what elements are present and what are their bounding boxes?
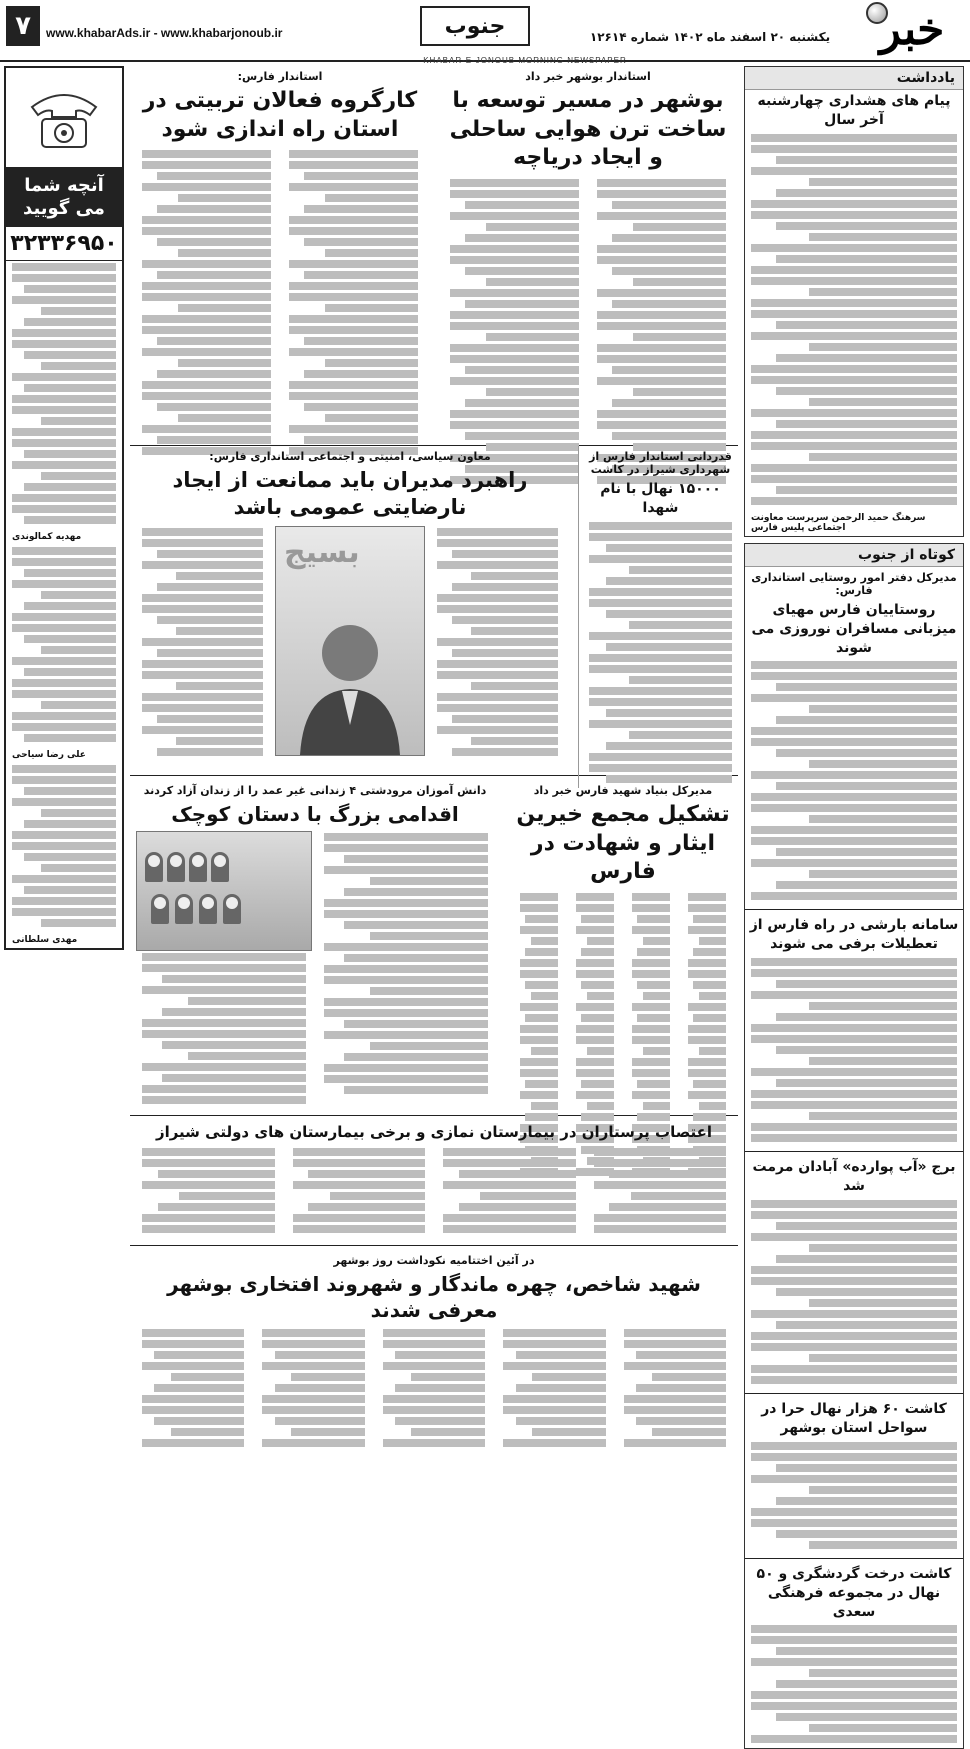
article-body [136, 1146, 281, 1238]
portrait-photo [275, 526, 425, 756]
divider [745, 909, 963, 910]
editorial-note-body [745, 132, 963, 510]
readers-say-title: آنچه شما می گویید [6, 168, 122, 227]
article-body [591, 177, 732, 489]
article-body [136, 526, 269, 761]
short-news-headline: سامانه بارشی در راه فارس از تعطیلات برفی می شوند [749, 917, 959, 953]
article-body [377, 1327, 491, 1452]
article-kicker: دانش آموزان مرودشتی ۴ زندانی غیر عمد را از زندان آزاد کردند [143, 784, 487, 797]
short-news-headline: برج «آب پوارده» آبادان مرمت شد [752, 1159, 956, 1195]
article-body [588, 1146, 733, 1238]
top-row [130, 66, 738, 446]
section-name: جنوب [420, 6, 530, 46]
readers-say-box [4, 66, 124, 950]
article-kicker: معاون سیاسی، امنیتی و اجتماعی استانداری فارس: [209, 450, 491, 463]
article-bushehr [438, 66, 738, 491]
article-body [256, 1327, 370, 1452]
reader-comments [6, 763, 122, 932]
tagline: KHABAR-E-JONOUB MORNING NEWSPAPER [423, 56, 627, 65]
editorial-note-title: یادداشت [745, 67, 963, 90]
article-headline: راهبرد مدیران باید ممانعت از ایجاد نارضایتی عمومی باشد [172, 468, 528, 520]
article-body [431, 526, 564, 761]
article-headline: بوشهر در مسیر توسعه با ساخت ترن هوایی ساحلی و ایجاد دریاچه [449, 88, 727, 171]
reader-signature: مهدیه کمالوندی [12, 531, 82, 542]
article-body [136, 1327, 250, 1452]
short-news-box [744, 543, 964, 1749]
site-urls[interactable]: www.khabarAds.ir - www.khabarjonoub.ir [46, 26, 283, 40]
article-body [287, 1146, 432, 1238]
phone-number[interactable]: ۳۲۳۳۶۹۵۰ [6, 227, 122, 261]
person-icon [290, 605, 410, 755]
students-photo [136, 831, 312, 951]
article-kicker: مدیرکل بنیاد شهید فارس خبر داد [533, 784, 713, 797]
short-news-title: کوتاه از جنوب [745, 544, 963, 567]
masthead [0, 0, 970, 65]
newspaper-logo: خبر [879, 3, 945, 55]
short-news-body [745, 1198, 963, 1389]
shiraz-trees-article [578, 446, 738, 788]
article-headline: شهید شاخص، چهره ماندگار و شهروند افتخاری بوشهر معرفی شدند [167, 1272, 701, 1322]
strategy-article [130, 446, 570, 788]
article-headline: کارگروه فعالان تربیتی در استان راه اندازی شود [142, 88, 418, 142]
short-news-headline: کاشت ۶۰ هزار نهال حرا در سواحل استان بوشهر [761, 1401, 947, 1436]
short-news-body [745, 1623, 963, 1748]
article-headline: اعتصاب پرستاران در بیمارستان نمازی و برخی بیمارستان های دولتی شیراز [155, 1123, 713, 1141]
reader-comments [6, 545, 122, 747]
article-body [618, 1327, 732, 1452]
editorial-note-box [744, 66, 964, 537]
short-news-body [745, 1440, 963, 1554]
article-headline: تشکیل مجمع خیرین ایثار و شهادت در فارس [516, 802, 730, 885]
article-kicker: در آئین اختتامیه نکوداشت روز بوشهر [333, 1254, 535, 1267]
article-body [136, 951, 312, 1109]
telephone-icon [6, 68, 122, 168]
article-body [318, 831, 494, 1109]
article-body [583, 520, 738, 788]
short-news-headline: روستاییان فارس مهیای میزبانی مسافران نوروزی می شوند [751, 601, 957, 656]
article-kicker: قدردانی استاندار فارس از شهرداری شیراز در کاشت [589, 450, 732, 476]
strategy-section [130, 446, 738, 776]
photo-banner-text: بسیج [284, 534, 360, 570]
middle-row [130, 776, 738, 1116]
editorial-note-signature: سرهنگ حمید الرحمن سرپرست معاونت اجتماعی پلیس فارس [751, 512, 926, 533]
article-headline: اقدامی بزرگ با دستان کوچک [171, 802, 459, 826]
reader-signature: علی رضا سیاحی [12, 749, 86, 760]
issue-date-number: یکشنبه ۲۰ اسفند ماه ۱۴۰۲ شماره ۱۲۶۱۴ [589, 30, 831, 44]
divider [745, 1558, 963, 1559]
page-number: ۷ [6, 6, 40, 46]
reader-signature: مهدی سلطانی [12, 934, 78, 945]
article-kicker: استاندار بوشهر خبر داد [525, 70, 651, 83]
divider [745, 1393, 963, 1394]
editorial-note-headline: پیام های هشداری چهارشنبه آخر سال [757, 93, 951, 128]
divider [745, 1151, 963, 1152]
article-body [497, 1327, 611, 1452]
short-news-kicker: مدیرکل دفتر امور روستایی استانداری فارس: [751, 570, 957, 597]
article-body [437, 1146, 582, 1238]
article-fars-working-group [130, 66, 430, 491]
main-content [130, 66, 738, 1428]
article-kicker: استاندار فارس: [237, 70, 323, 83]
right-sidebar [744, 66, 964, 1620]
reader-comments [6, 261, 122, 529]
article-body [136, 148, 277, 460]
left-sidebar [4, 66, 124, 945]
short-news-body [745, 956, 963, 1147]
short-news-headline: کاشت درخت گردشگری و ۵۰ نهال در مجموعه فرهنگی سعدی [756, 1565, 952, 1620]
article-headline: ۱۵۰۰۰ نهال با نام شهدا [600, 481, 721, 516]
article-body [444, 177, 585, 489]
article-body [283, 148, 424, 460]
shahid-shakhes-section [130, 1246, 738, 1436]
short-news-body [745, 659, 963, 905]
